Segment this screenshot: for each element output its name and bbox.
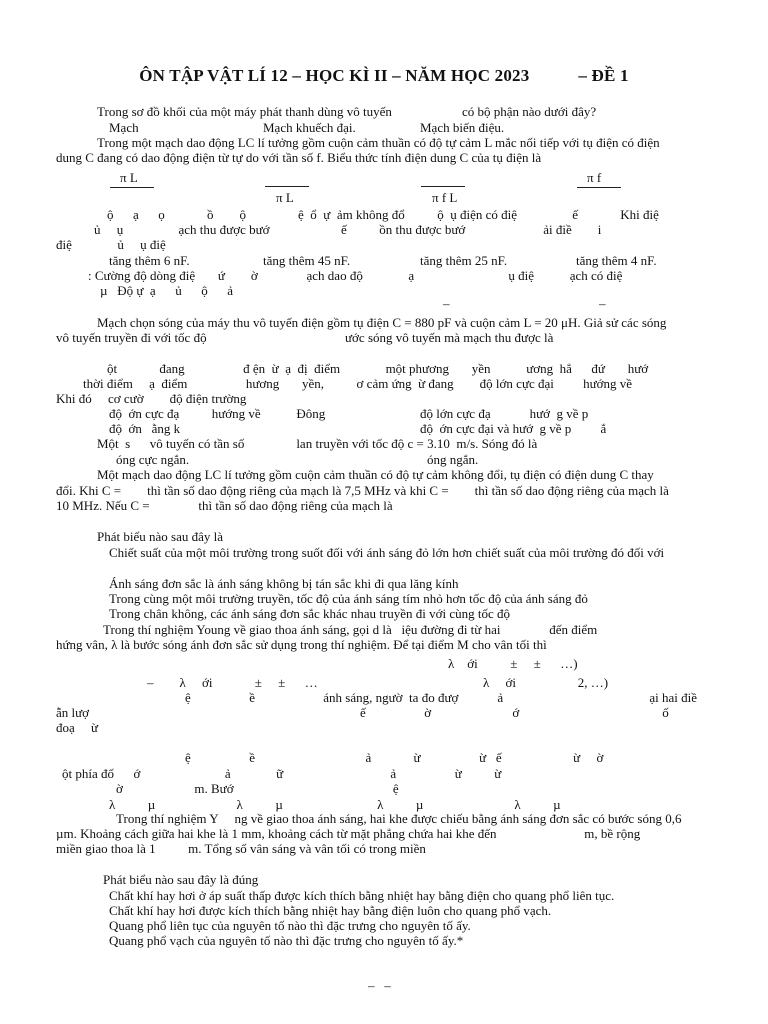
fraction-bar	[110, 187, 154, 188]
page-title: ÔN TẬP VẬT LÍ 12 – HỌC KÌ II – NĂM HỌC 2023 – ĐỀ 1	[139, 66, 629, 85]
text-line: ẫn lượ	[56, 705, 90, 720]
text-line: ộ ạ ọ ồ ộ ệ ổ ự ảm không đổ ộ ụ điện có điệ ế Khi điệ	[107, 207, 659, 222]
text-line: – λ ới ± ± …	[147, 675, 318, 690]
text-line: miền giao thoa là 1 m. Tổng số vân sáng và vân tối có trong miền	[56, 841, 426, 856]
text-line: ờ m. Bướ ệ	[116, 781, 399, 796]
text-line: ệ ề ả ừ ừ ế ừ ờ	[185, 750, 604, 765]
text-line: tăng thêm 6 nF.	[109, 253, 190, 268]
text-line: đổi. Khi C = thì tần số dao động riêng của mạch là 7,5 MHz và khi C = thì tần số dao động riêng của mạch là	[56, 483, 669, 498]
text-line: λ ới 2, …)	[483, 675, 609, 690]
text-line: vô tuyến truyền đi với tốc độ	[56, 330, 207, 345]
text-line: Quang phổ liên tục của nguyên tố nào thì đặc trưng cho nguyên tố ấy.	[109, 918, 471, 933]
text-line: µm. Khoảng cách giữa hai khe là 1 mm, khoảng cách từ mặt phẳng chứa hai khe đến m, bề rộng	[56, 826, 641, 841]
text-line: tăng thêm 4 nF.	[576, 253, 657, 268]
text-line: Khi đó cơ cườ độ điện trường	[56, 391, 247, 406]
text-line: π f	[587, 170, 602, 185]
text-line: độ ớn cực đại và hướ g về p ắ	[420, 421, 607, 436]
text-line: có bộ phận nào dưới đây?	[462, 104, 597, 119]
text-line: µ Độ ự ạ ủ ộ ả	[100, 283, 233, 298]
text-line: Chiết suất của một môi trường trong suốt đối với ánh sáng đỏ lớn hơn chiết suất của môi trường đó đối với	[109, 545, 665, 560]
text-line: Trong sơ đồ khối của một máy phát thanh dùng vô tuyến	[97, 104, 392, 119]
text-line: Phát biểu nào sau đây là đúng	[103, 872, 259, 887]
text-line: –	[443, 296, 450, 311]
text-line: Trong cùng một môi trường truyền, tốc độ của ánh sáng tím nhỏ hơn tốc độ của ánh sáng đỏ	[109, 591, 588, 606]
fraction-bar	[265, 186, 309, 187]
text-line: hứng vân, λ là bước sóng ánh đơn sắc sử dụng trong thí nghiệm. Để tại điểm M cho vân tối thì	[56, 637, 547, 652]
text-line: dung C đang có dao động điện từ tự do với tần số f. Biểu thức tính điện dung C của tụ điện là	[56, 150, 542, 165]
text-line: Một mạch dao động LC lí tưởng gồm cuộn cảm thuần có độ tự cảm không đổi, tụ điện có điện dung C thay	[97, 467, 654, 482]
fraction-bar	[421, 186, 465, 187]
text-line: ệ ề ánh sáng, ngườ ta đo đượ ả ại hai điề	[185, 690, 698, 705]
text-line: Trong một mạch dao động LC lí tưởng gồm cuộn cảm thuần có độ tự cảm L mắc nối tiếp với tụ điện có điện	[97, 135, 660, 150]
text-line: Mạch khuếch đại.	[263, 120, 356, 135]
text-line: Phát biểu nào sau đây là	[97, 529, 223, 544]
text-line: ế ờ ớ ố	[360, 705, 669, 720]
text-line: tăng thêm 25 nF.	[420, 253, 508, 268]
text-line: Trong thí nghiệm Y ng về giao thoa ánh sáng, hai khe được chiếu bằng ánh sáng đơn sắc có bước sóng 0,6	[116, 811, 682, 826]
text-line: độ lớn cực đạ hướ g về p	[420, 406, 589, 421]
text-line: Mạch chọn sóng của máy thu vô tuyến điện gồm tụ điện C = 880 pF và cuộn cảm L = 20 μH. Giả sử các sóng	[97, 315, 667, 330]
text-line: Mạch	[109, 120, 139, 135]
text-line: –	[599, 296, 606, 311]
text-line: π f L	[432, 190, 458, 205]
text-line: – –	[368, 978, 391, 993]
text-line: λ ới ± ± …)	[448, 656, 578, 671]
text-line: Mạch biến điệu.	[420, 120, 505, 135]
text-line: Trong chân không, các ánh sáng đơn sắc khác nhau truyền đi với cùng tốc độ	[109, 606, 511, 621]
fraction-bar	[577, 187, 621, 188]
text-line: độ ớn ằng k	[109, 421, 181, 436]
text-line: Một s vô tuyến có tần số lan truyền với tốc độ c = 3.10 m/s. Sóng đó là	[97, 436, 538, 451]
text-line: Chất khí hay hơi được kích thích bằng nhiệt hay bằng điện luôn cho quang phổ vạch.	[109, 903, 552, 918]
text-line: độ ớn cực đạ hướng về Đông	[109, 406, 326, 421]
text-line: óng cực ngắn.	[116, 452, 190, 467]
text-line: Quang phổ vạch của nguyên tố nào thì đặc trưng cho nguyên tố ấy.*	[109, 933, 464, 948]
text-line: π L	[276, 190, 294, 205]
text-line: 10 MHz. Nếu C = thì tần số dao động riêng của mạch là	[56, 498, 393, 513]
text-line: óng ngắn.	[427, 452, 479, 467]
text-line: ột đang đ ện ừ ạ đị điểm một phương yền ương hẳ đứ hướ	[107, 361, 649, 376]
text-line: thời điểm ạ điểm hương yền, ơ cảm ứng ừ đang độ lớn cực đại hướng về	[83, 376, 633, 391]
text-line: ủ ụ ạch thu được bướ ế ồn thu được bướ ải điề i	[94, 222, 602, 237]
text-line: π L	[120, 170, 138, 185]
text-line: ột phía đố ớ ả ữ ả ừ ừ	[62, 766, 502, 781]
text-line: Trong thí nghiệm Young về giao thoa ánh sáng, gọi d là iệu đường đi từ hai đến điểm	[103, 622, 598, 637]
text-line: λ µ λ µ λ µ λ µ	[109, 797, 561, 812]
text-line: tăng thêm 45 nF.	[263, 253, 351, 268]
text-line: Ánh sáng đơn sắc là ánh sáng không bị tán sắc khi đi qua lăng kính	[109, 576, 459, 591]
text-line: đoạ ừ	[56, 720, 99, 735]
text-line: Chất khí hay hơi ở áp suất thấp được kích thích bằng nhiệt hay bằng điện cho quang phổ liên tục.	[109, 888, 615, 903]
text-line: ước sóng vô tuyến mà mạch thu được là	[345, 330, 554, 345]
text-line: điệ ủ ụ điệ	[56, 237, 166, 252]
text-line: : Cường độ dòng điệ ứ ờ ạch dao độ ạ ụ điệ ạch có điệ	[88, 268, 623, 283]
